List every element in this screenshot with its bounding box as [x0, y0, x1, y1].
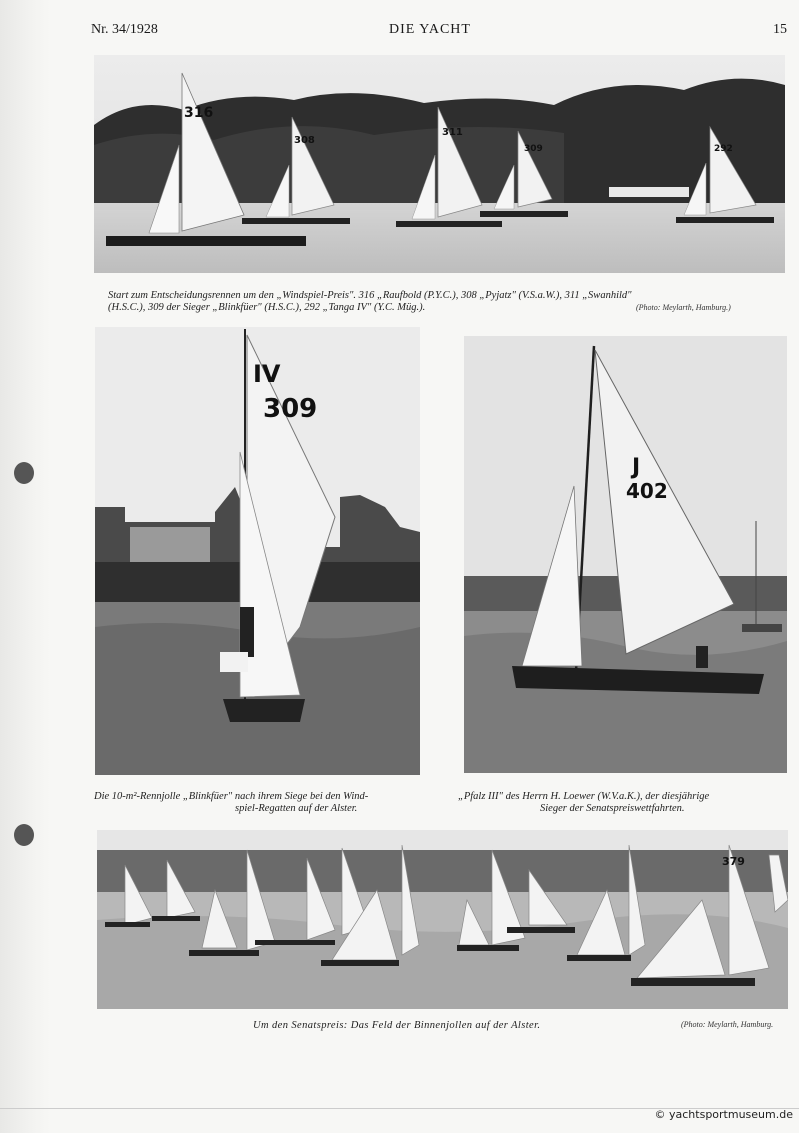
- sail-class-label: J: [632, 455, 641, 480]
- svg-text:311: 311: [442, 127, 463, 138]
- sail-number-label: 379: [722, 855, 745, 868]
- caption-race-start-line2: (H.S.C.), 309 der Sieger „Blinkfüer" (H.S.C.), 292 „Tanga IV" (Y.C. Müg.).: [108, 302, 426, 313]
- issue-number: Nr. 34/1928: [91, 22, 158, 37]
- svg-text:316: 316: [184, 105, 214, 121]
- caption-pfalz-line2: Sieger der Senatspreiswettfahrten.: [540, 803, 685, 814]
- svg-text:308: 308: [294, 135, 315, 146]
- page-number: 15: [773, 22, 787, 37]
- photo-race-start: [94, 55, 785, 273]
- sail-class-label: IV: [253, 360, 281, 388]
- sail-number-label: 402: [626, 479, 668, 503]
- sail-number-label: 309: [263, 394, 318, 424]
- caption-blinkfueer-line1: Die 10-m²-Rennjolle „Blinkfüer" nach ihrem Siege bei den Wind-: [94, 791, 369, 802]
- photo-blinkfueer: [95, 327, 420, 775]
- caption-race-start-line1: Start zum Entscheidungsrennen um den „Windspiel-Preis". 316 „Raufbold (P.Y.C.), 308 „Pyjatz" (V.S.a.W.), 311 „Swanhild": [108, 290, 632, 301]
- caption-senatspreis: Um den Senatspreis: Das Feld der Binnenjollen auf der Alster.: [253, 1020, 541, 1031]
- watermark: © yachtsportmuseum.de: [654, 1108, 793, 1121]
- caption-blinkfueer-line2: spiel-Regatten auf der Alster.: [235, 803, 358, 814]
- svg-text:309: 309: [524, 144, 543, 154]
- photo-credit: (Photo: Meylarth, Hamburg.: [681, 1020, 774, 1029]
- photo-credit: (Photo: Meylarth, Hamburg.): [636, 303, 731, 312]
- photo-pfalz-iii: [464, 336, 787, 773]
- binding-mark: [14, 462, 34, 484]
- binding-mark: [14, 824, 34, 846]
- caption-pfalz-line1: „Pfalz III" des Herrn H. Loewer (W.V.a.K.), der diesjährige: [458, 791, 710, 802]
- photo-senatspreis-field: [97, 830, 788, 1009]
- magazine-title: DIE YACHT: [389, 22, 471, 37]
- page-gutter: [0, 0, 50, 1133]
- svg-text:292: 292: [714, 144, 733, 154]
